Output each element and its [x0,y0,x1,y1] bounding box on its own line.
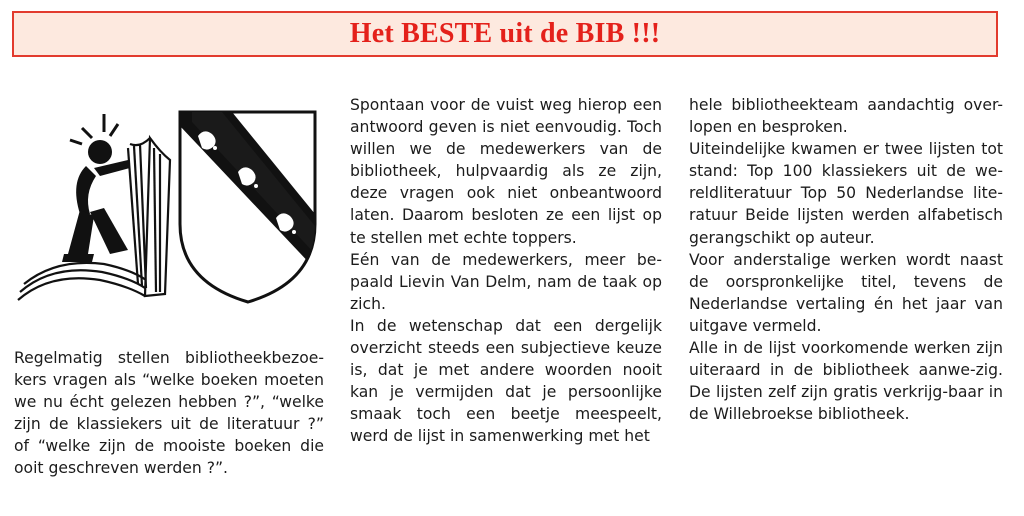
column-1 [14,347,324,480]
page-title: Het BESTE uit de BIB !!! [349,18,661,49]
paragraph: Eén van de medewerkers, meer be-paald Lievin Van Delm, nam de taak op zich. [350,250,662,313]
paragraph: Regelmatig stellen bibliotheekbezoe-kers vragen als “welke boeken moeten we nu écht gelezen hebben ?”, “welke zijn de klassiekers uit de literatuur ?” of “welke zijn de mooiste boeken die ooit geschreven werden ?”. [14,349,324,478]
column-2 [350,94,662,448]
paragraph: In de wetenschap dat een dergelijk overzicht steeds een subjectieve keuze is, dat je met andere woorden nooit kan je vermijden dat je persoonlijke smaak toch een beetje meespeelt, werd de lijst in samenwerking met het [350,316,662,446]
paragraph: Uiteindelijke kwamen er twee lijsten tot stand: Top 100 klassiekers uit de we-reldliteratuur Top 50 Nederlandse lite-ratuur Beide lijsten werden alfabetisch gerangschikt op auteur. [689,140,1003,247]
figure-icon [62,140,130,262]
paragraph: Alle in de lijst voorkomende werken zijn uiteraard in de bibliotheek aanwe-zig. De lijsten zelf zijn gratis verkrijg-baar in de Willebroekse bibliotheek. [689,339,1003,424]
shield-icon [180,112,315,302]
paragraph: Spontaan voor de vuist weg hierop een antwoord geven is niet eenvoudig. Toch willen we de medewerkers van de bibliotheek, hulpvaardig als ze zijn, deze vragen ook niet onbeantwoord laten. Daarom besloten ze een lijst op te stellen met echte toppers. [350,96,662,247]
exclamation-marks-icon [70,114,118,144]
figure-on-book-with-coat-of-arms-icon [10,104,326,312]
column-3 [689,94,1003,425]
paragraph: hele bibliotheekteam aandachtig over-lopen en besproken. [689,96,1003,137]
paragraph: Voor anderstalige werken wordt naast de oorspronkelijke titel, tevens de Nederlandse vertaling én het jaar van uitgave vermeld. [689,250,1003,335]
header-banner [12,11,998,57]
